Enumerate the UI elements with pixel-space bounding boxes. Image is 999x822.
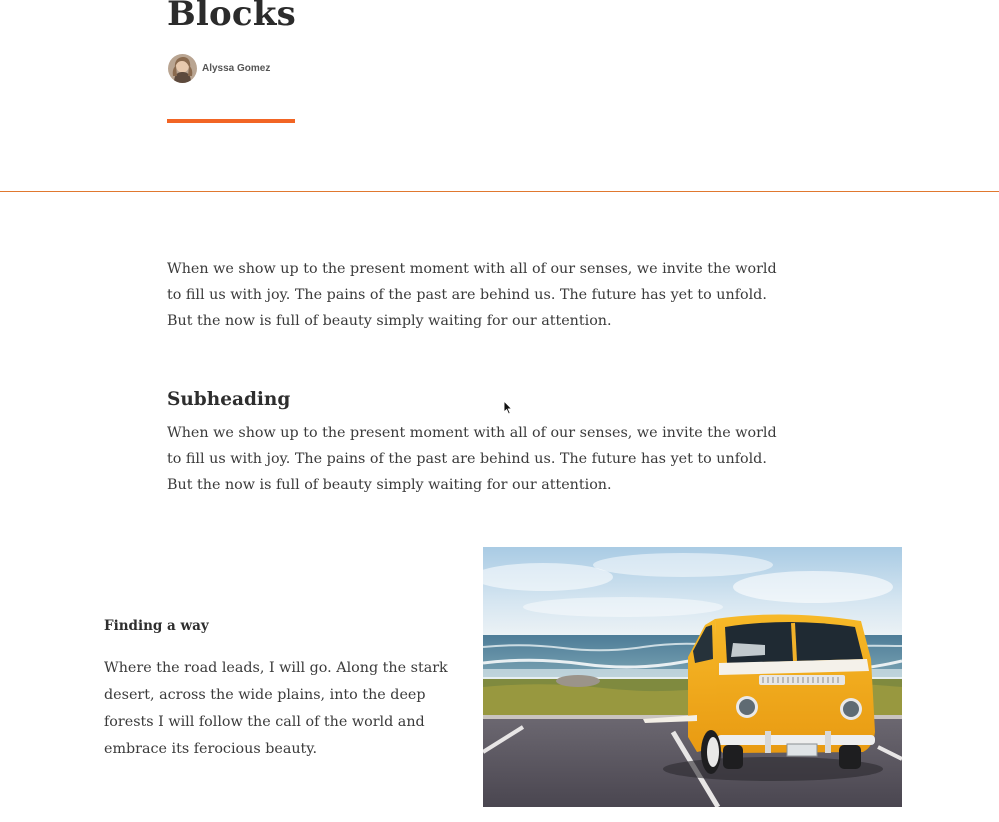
post-title: Blocks (167, 0, 296, 34)
media-text-heading: Finding a way (104, 618, 209, 634)
author-name[interactable]: Alyssa Gomez (202, 63, 271, 74)
subheading: Subheading (167, 389, 291, 410)
yellow-van-photo (483, 547, 902, 807)
intro-paragraph: When we show up to the present moment with all of our senses, we invite the world to fill us with joy. The pains of the past are behind us. The future has yet to unfold. But the now is full of beauty simply waiting for our attention. (167, 261, 777, 329)
body-paragraph: When we show up to the present moment with all of our senses, we invite the world to fill us with joy. The pains of the past are behind us. The future has yet to unfold. But the now is full of beauty simply waiting for our attention. (167, 425, 777, 493)
media-text-body: Where the road leads, I will go. Along the stark desert, across the wide plains, into the deep forests I will follow the call of the world and embrace its ferocious beauty. (104, 660, 448, 757)
post-author[interactable] (168, 54, 270, 83)
mouse-pointer-icon (503, 400, 513, 415)
header-divider (0, 191, 999, 192)
title-accent-underline (167, 119, 295, 123)
author-avatar[interactable] (168, 54, 197, 83)
